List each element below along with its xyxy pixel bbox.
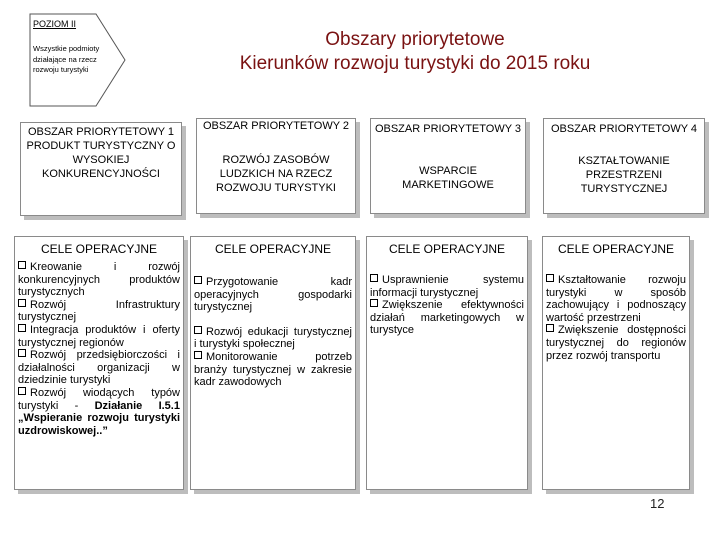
checkbox-bullet-icon (18, 387, 26, 395)
goals-box-2 (190, 236, 356, 490)
list-item: Rozwój edukacji turystycznej i turystyki społecznej (194, 325, 352, 351)
level-title: POZIOM II (33, 19, 77, 29)
goals-box-4 (542, 236, 690, 490)
list-item: Integracja produktów i oferty turystycznej regionów (18, 323, 180, 349)
checkbox-bullet-icon (18, 349, 26, 357)
area-box-4 (543, 118, 705, 214)
goal-emphasis: Działanie I.5.1 „Wspieranie rozwoju turystyki uzdrowiskowej..” (18, 399, 180, 437)
goals-3-list (370, 274, 524, 337)
level-indicator (0, 0, 130, 108)
page-number: 12 (650, 496, 665, 511)
goals-1-list (18, 261, 180, 437)
area-2-header: OBSZAR PRIORYTETOWY 2 (202, 120, 350, 132)
checkbox-bullet-icon (18, 324, 26, 332)
area-4-subtitle: KSZTAŁTOWANIE PRZESTRZENI TURYSTYCZNEJ (578, 155, 670, 195)
goals-box-1 (14, 236, 184, 490)
goals-3-header: CELE OPERACYJNE (388, 242, 506, 256)
goals-4-header: CELE OPERACYJNE (557, 242, 675, 256)
area-1-header: OBSZAR PRIORYTETOWY 1 PRODUKT TURYSTYCZNY O WYSOKIEJ KONKURENCYJNOŚCI (26, 126, 176, 180)
list-item: Kreowanie i rozwój konkurencyjnych produktów turystycznych (18, 261, 180, 299)
area-box-1 (20, 122, 182, 216)
goals-1-header: CELE OPERACYJNE (40, 242, 158, 256)
goals-2-header: CELE OPERACYJNE (214, 242, 332, 256)
level-description: Wszystkie podmioty działające na rzecz rozwoju turystyki (33, 44, 100, 74)
area-box-3 (370, 118, 526, 214)
area-2-subtitle: ROZWÓJ ZASOBÓW LUDZKICH NA RZECZ ROZWOJU TURYSTYKI (216, 154, 336, 194)
list-item: Rozwój przedsiębiorczości i działalności organizacji w dziedzinie turystyki (18, 349, 180, 387)
list-item: Zwiększenie dostępności turystycznej do regionów przez rozwój transportu (546, 324, 686, 362)
area-3-header: OBSZAR PRIORYTETOWY 3 (374, 123, 522, 135)
area-box-2 (196, 118, 356, 214)
checkbox-bullet-icon (18, 299, 26, 307)
checkbox-bullet-icon (194, 276, 202, 284)
checkbox-bullet-icon (370, 299, 378, 307)
goals-box-3 (366, 236, 528, 490)
checkbox-bullet-icon (370, 274, 378, 282)
checkbox-bullet-icon (194, 351, 202, 359)
page-title (200, 28, 630, 76)
checkbox-bullet-icon (194, 326, 202, 334)
list-item: Usprawnienie systemu informacji turystycznej (370, 274, 524, 299)
checkbox-bullet-icon (546, 324, 554, 332)
checkbox-bullet-icon (18, 261, 26, 269)
list-item: Rozwój Infrastruktury turystycznej (18, 298, 180, 324)
list-item: Zwiększenie efektywności działań marketingowych w turystyce (370, 299, 524, 337)
area-4-header: OBSZAR PRIORYTETOWY 4 (550, 123, 698, 135)
list-item: Monitorowanie potrzeb branży turystycznej w zakresie kadr zawodowych (194, 350, 352, 389)
goals-2-list (194, 276, 352, 389)
goals-4-list (546, 274, 686, 362)
checkbox-bullet-icon (546, 274, 554, 282)
list-item: Przygotowanie kadr operacyjnych gospodarki turystycznej (194, 276, 352, 314)
area-3-subtitle: WSPARCIE MARKETINGOWE (402, 165, 494, 191)
list-item: Rozwój wiodących typów turystyki - Działanie I.5.1 „Wspieranie rozwoju turystyki uzdrowiskowej..” (18, 386, 180, 437)
page-title-line2: Kierunków rozwoju turystyki do 2015 roku (239, 53, 591, 74)
page-title-line1: Obszary priorytetowe (325, 29, 505, 50)
list-item: Kształtowanie rozwoju turystyki w sposób zachowujący i podnoszący wartość przestrzeni (546, 274, 686, 324)
